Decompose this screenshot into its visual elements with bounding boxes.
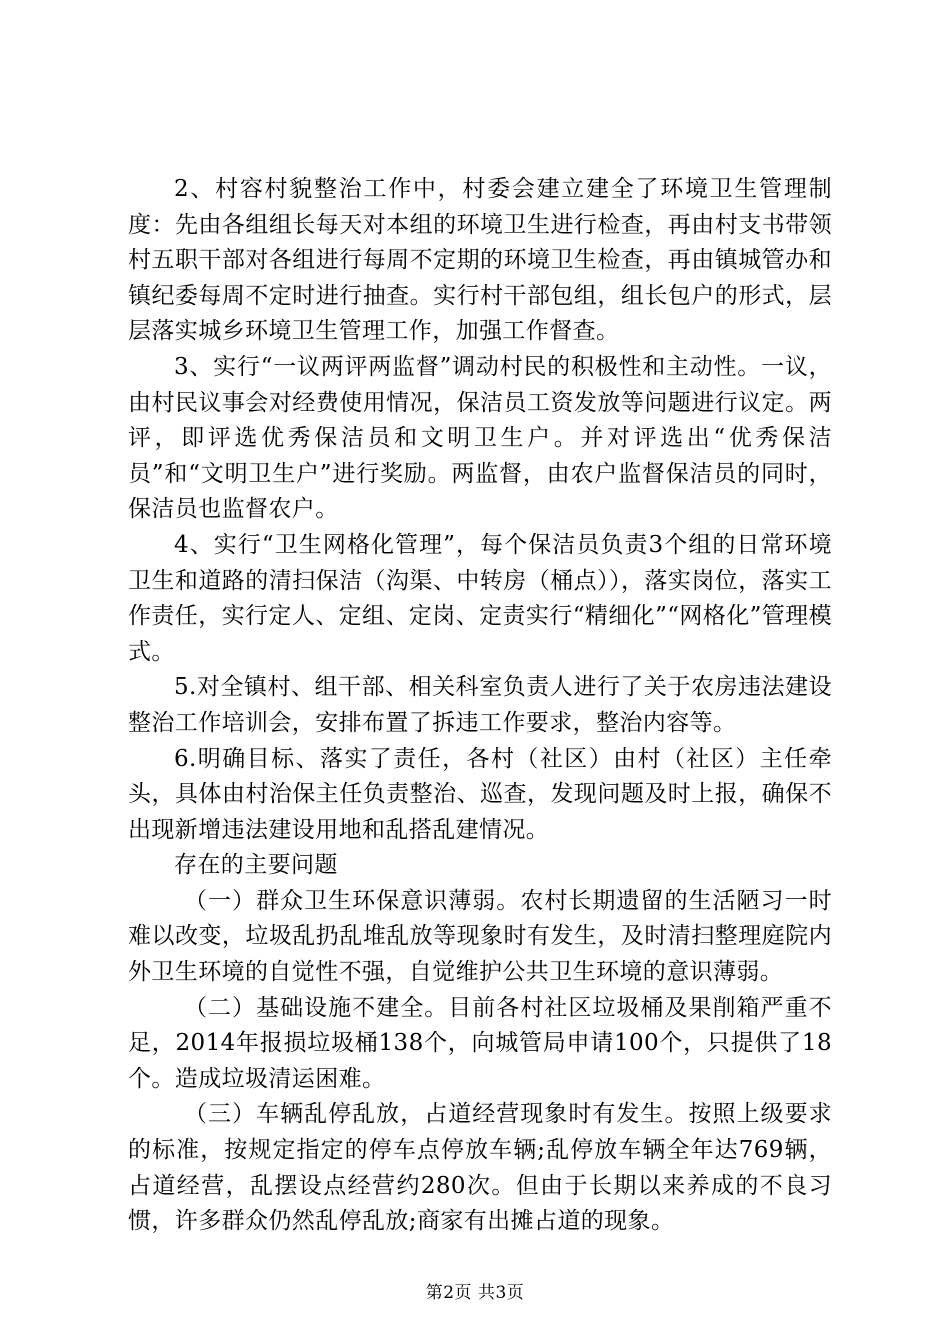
page-footer: 第2页 共3页 [425,1283,525,1303]
paragraph-item-2: 2、村容村貌整治工作中，村委会建立建全了环境卫生管理制度：先由各组组长每天对本组的环境卫生进行检查，再由村支书带领村五职干部对各组进行每周不定期的环境卫生检查，再由镇城管办和镇纪委每周不定时进行抽查。实行村干部包组，组长包户的形式，层层落实城乡环境卫生管理工作，加强工作督查。 [128,176,832,345]
section-heading-main-problems: 存在的主要问题 [174,852,338,879]
problem-paragraph-2: （二）基础设施不建全。目前各村社区垃圾桶及果削箱严重不足，2014年报损垃圾桶138个，向城管局申请100个，只提供了18个。造成垃圾清运困难。 [128,994,832,1092]
paragraph-item-6: 6.明确目标、落实了责任，各村（社区）由村（社区）主任牵头，具体由村治保主任负责整治、巡查，发现问题及时上报，确保不出现新增违法建设用地和乱搭乱建情况。 [128,745,832,843]
paragraph-item-5: 5.对全镇村、组干部、相关科室负责人进行了关于农房违法建设整治工作培训会，安排布置了拆违工作要求，整治内容等。 [128,674,832,736]
problem-paragraph-3: （三）车辆乱停乱放，占道经营现象时有发生。按照上级要求的标准，按规定指定的停车点停放车辆;乱停放车辆全年达769辆，占道经营，乱摆设点经营约280次。但由于长期以来养成的不良习惯，许多群众仍然乱停乱放;商家有出摊占道的现象。 [128,1101,832,1235]
document-body [128,172,832,1240]
problem-paragraph-1: （一）群众卫生环保意识薄弱。农村长期遗留的生活陋习一时难以改变，垃圾乱扔乱堆乱放等现象时有发生，及时清扫整理庭院内外卫生环境的自觉性不强，自觉维护公共卫生环境的意识薄弱。 [128,887,832,986]
paragraph-item-4: 4、实行“卫生网格化管理”，每个保洁员负责3个组的日常环境卫生和道路的清扫保洁（沟渠、中转房（桶点）），落实岗位，落实工作责任，实行定人、定组、定岗、定责实行“精细化”“网格化”管理模式。 [128,531,832,665]
paragraph-item-3: 3、实行“一议两评两监督”调动村民的积极性和主动性。一议，由村民议事会对经费使用情况，保洁员工资发放等问题进行议定。两评，即评选优秀保洁员和文明卫生户。并对评选出“优秀保洁员”和“文明卫生户”进行奖励。两监督，由农户监督保洁员的同时，保洁员也监督农户。 [128,353,832,523]
